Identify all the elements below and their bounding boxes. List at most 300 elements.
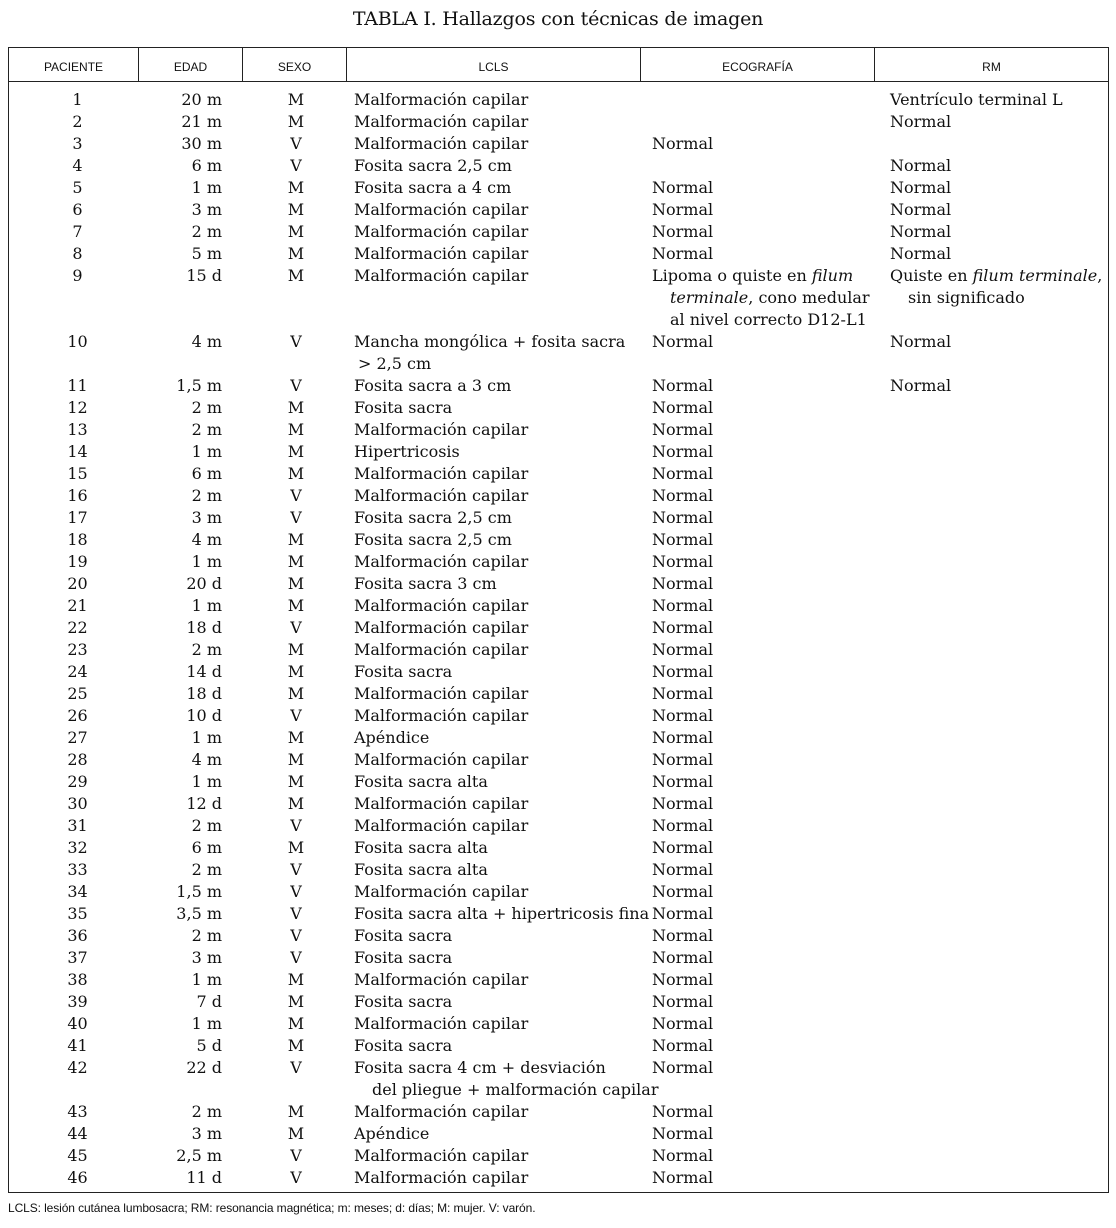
table-row	[9, 947, 1108, 969]
edad-cell: 4 m	[191, 750, 222, 769]
header-sexo: SEXO	[243, 48, 347, 81]
lcls-cell	[354, 507, 644, 529]
lcls-cell	[354, 859, 644, 881]
lcls-cell	[354, 1123, 644, 1145]
lcls-cell-line: Fosita sacra 4 cm + desviación	[354, 1058, 606, 1077]
paciente-cell: 8	[72, 244, 83, 263]
lcls-cell	[354, 991, 644, 1013]
edad-cell: 18 d	[186, 684, 222, 703]
ecografia-cell	[652, 793, 887, 815]
sexo-cell: M	[287, 1102, 305, 1121]
lcls-cell-line: Fosita sacra alta	[354, 860, 488, 879]
ecografia-cell-line: Normal	[652, 970, 714, 989]
rm-cell-line: sin significado	[908, 288, 1025, 307]
lcls-cell	[354, 969, 644, 991]
ecografia-cell	[652, 507, 887, 529]
table-body	[9, 89, 1108, 1189]
lcls-cell-line: Malformación capilar	[354, 1146, 529, 1165]
lcls-cell	[354, 1035, 644, 1057]
sexo-cell: M	[287, 970, 305, 989]
ecografia-cell-line: Normal	[652, 178, 714, 197]
edad-cell: 2 m	[191, 640, 222, 659]
paciente-cell: 23	[67, 640, 88, 659]
rm-cell-line: Normal	[890, 332, 952, 351]
lcls-cell-line: Malformación capilar	[354, 794, 529, 813]
edad-cell: 6 m	[191, 156, 222, 175]
lcls-cell-line: Fosita sacra	[354, 992, 453, 1011]
sexo-cell: V	[290, 618, 302, 637]
lcls-cell-line: Malformación capilar	[354, 1102, 529, 1121]
lcls-cell-line: Fosita sacra alta	[354, 838, 488, 857]
table-row	[9, 661, 1108, 683]
edad-cell: 4 m	[191, 332, 222, 351]
lcls-cell-line: Hipertricosis	[354, 442, 460, 461]
ecografia-cell-line: Normal	[652, 530, 714, 549]
edad-cell: 3 m	[191, 508, 222, 527]
ecografia-cell	[652, 419, 887, 441]
ecografia-cell	[652, 375, 887, 397]
sexo-cell: M	[287, 200, 305, 219]
edad-cell: 1,5 m	[176, 882, 222, 901]
ecografia-cell-line: Normal	[652, 1168, 714, 1187]
ecografia-cell	[652, 991, 887, 1013]
edad-cell: 2 m	[191, 816, 222, 835]
sexo-cell: V	[290, 816, 302, 835]
ecografia-cell-line: Normal	[652, 574, 714, 593]
lcls-cell-line: Mancha mongólica + fosita sacra	[354, 332, 626, 351]
ecografia-cell	[652, 1101, 887, 1123]
lcls-cell-line: Malformación capilar	[354, 1014, 529, 1033]
edad-cell: 3 m	[191, 948, 222, 967]
table-row	[9, 881, 1108, 903]
lcls-cell-line: Fosita sacra	[354, 926, 453, 945]
ecografia-cell-line: Normal	[652, 1036, 714, 1055]
paciente-cell: 45	[67, 1146, 88, 1165]
edad-cell: 5 m	[191, 244, 222, 263]
lcls-cell	[354, 595, 644, 617]
edad-cell: 1 m	[191, 596, 222, 615]
ecografia-cell-line: Normal	[652, 376, 714, 395]
lcls-cell-line: Malformación capilar	[354, 1168, 529, 1187]
sexo-cell: M	[287, 992, 305, 1011]
edad-cell: 2 m	[191, 926, 222, 945]
edad-cell: 1 m	[191, 772, 222, 791]
lcls-cell-line: Fosita sacra a 3 cm	[354, 376, 512, 395]
rm-cell-line: Normal	[890, 178, 952, 197]
ecografia-cell	[652, 903, 887, 925]
paciente-cell: 40	[67, 1014, 88, 1033]
lcls-cell	[354, 331, 644, 375]
lcls-cell	[354, 837, 644, 859]
table-row	[9, 683, 1108, 705]
lcls-cell	[354, 617, 644, 639]
paciente-cell: 35	[67, 904, 88, 923]
lcls-cell-line: Malformación capilar	[354, 552, 529, 571]
edad-cell: 21 m	[181, 112, 222, 131]
ecografia-cell-line: Normal	[652, 772, 714, 791]
sexo-cell: V	[290, 134, 302, 153]
lcls-cell	[354, 243, 644, 265]
lcls-cell	[354, 419, 644, 441]
ecografia-cell	[652, 771, 887, 793]
edad-cell: 15 d	[186, 266, 222, 285]
lcls-cell	[354, 639, 644, 661]
lcls-cell-line: Malformación capilar	[354, 596, 529, 615]
lcls-cell	[354, 463, 644, 485]
paciente-cell: 37	[67, 948, 88, 967]
table-row	[9, 133, 1108, 155]
paciente-cell: 41	[67, 1036, 88, 1055]
sexo-cell: V	[290, 706, 302, 725]
table-row	[9, 859, 1108, 881]
ecografia-cell-line: Normal	[652, 508, 714, 527]
sexo-cell: M	[287, 750, 305, 769]
sexo-cell: V	[290, 508, 302, 527]
lcls-cell-line: Fosita sacra 2,5 cm	[354, 508, 512, 527]
edad-cell: 12 d	[186, 794, 222, 813]
table-row	[9, 1101, 1108, 1123]
rm-cell	[890, 89, 1105, 111]
sexo-cell: M	[287, 596, 305, 615]
rm-cell	[890, 331, 1105, 353]
table-row	[9, 1167, 1108, 1189]
ecografia-cell-line: Normal	[652, 684, 714, 703]
paciente-cell: 13	[67, 420, 88, 439]
table-row	[9, 243, 1108, 265]
table-row	[9, 639, 1108, 661]
table-row	[9, 837, 1108, 859]
table-row	[9, 331, 1108, 375]
paciente-cell: 4	[72, 156, 83, 175]
paciente-cell: 21	[67, 596, 88, 615]
table-row	[9, 89, 1108, 111]
ecografia-cell-line: Normal	[652, 1102, 714, 1121]
paciente-cell: 20	[67, 574, 88, 593]
lcls-cell	[354, 661, 644, 683]
paciente-cell: 6	[72, 200, 83, 219]
ecografia-cell	[652, 331, 887, 353]
ecografia-cell	[652, 1145, 887, 1167]
ecografia-cell	[652, 683, 887, 705]
lcls-cell	[354, 683, 644, 705]
edad-cell: 2 m	[191, 860, 222, 879]
ecografia-cell	[652, 1123, 887, 1145]
ecografia-cell	[652, 837, 887, 859]
edad-cell: 1,5 m	[176, 376, 222, 395]
sexo-cell: M	[287, 1124, 305, 1143]
table-row	[9, 507, 1108, 529]
rm-cell-line: Normal	[890, 244, 952, 263]
rm-cell	[890, 265, 1105, 309]
sexo-cell: M	[287, 464, 305, 483]
ecografia-cell-line: Normal	[652, 1124, 714, 1143]
ecografia-cell-line: Normal	[652, 244, 714, 263]
sexo-cell: M	[287, 1036, 305, 1055]
lcls-cell	[354, 265, 644, 287]
table-row	[9, 705, 1108, 727]
findings-table	[8, 47, 1109, 1193]
ecografia-cell-line: Normal	[652, 838, 714, 857]
ecografia-cell	[652, 1167, 887, 1189]
sexo-cell: V	[290, 948, 302, 967]
lcls-cell	[354, 1013, 644, 1035]
paciente-cell: 42	[67, 1058, 88, 1077]
table-row	[9, 529, 1108, 551]
ecografia-cell	[652, 441, 887, 463]
rm-cell	[890, 199, 1105, 221]
table-row	[9, 1035, 1108, 1057]
ecografia-cell	[652, 595, 887, 617]
lcls-cell	[354, 947, 644, 969]
table-row	[9, 617, 1108, 639]
paciente-cell: 1	[72, 90, 83, 109]
paciente-cell: 39	[67, 992, 88, 1011]
sexo-cell: V	[290, 156, 302, 175]
paciente-cell: 33	[67, 860, 88, 879]
edad-cell: 20 d	[186, 574, 222, 593]
table-row	[9, 441, 1108, 463]
edad-cell: 2 m	[191, 222, 222, 241]
ecografia-cell	[652, 705, 887, 727]
sexo-cell: V	[290, 860, 302, 879]
ecografia-cell-line: Normal	[652, 420, 714, 439]
sexo-cell: M	[287, 244, 305, 263]
ecografia-cell	[652, 815, 887, 837]
paciente-cell: 3	[72, 134, 83, 153]
ecografia-cell-line: Normal	[652, 794, 714, 813]
rm-cell-line: Ventrículo terminal L	[890, 90, 1063, 109]
ecografia-cell	[652, 177, 887, 199]
edad-cell: 22 d	[186, 1058, 222, 1077]
lcls-cell-line: Fosita sacra a 4 cm	[354, 178, 512, 197]
lcls-cell-line: Fosita sacra 2,5 cm	[354, 530, 512, 549]
sexo-cell: V	[290, 1146, 302, 1165]
sexo-cell: V	[290, 486, 302, 505]
paciente-cell: 32	[67, 838, 88, 857]
lcls-cell	[354, 573, 644, 595]
sexo-cell: M	[287, 684, 305, 703]
sexo-cell: M	[287, 178, 305, 197]
ecografia-cell-line: Normal	[652, 860, 714, 879]
lcls-cell-line: Malformación capilar	[354, 618, 529, 637]
paciente-cell: 36	[67, 926, 88, 945]
sexo-cell: V	[290, 1168, 302, 1187]
ecografia-cell-line: Normal	[652, 750, 714, 769]
lcls-cell-line: Malformación capilar	[354, 420, 529, 439]
lcls-cell	[354, 1167, 644, 1189]
edad-cell: 1 m	[191, 728, 222, 747]
ecografia-cell-line: Normal	[652, 486, 714, 505]
paciente-cell: 30	[67, 794, 88, 813]
paciente-cell: 26	[67, 706, 88, 725]
header-lcls: LCLS	[347, 48, 641, 81]
table-row	[9, 925, 1108, 947]
lcls-cell-line: Apéndice	[354, 728, 430, 747]
table-row	[9, 727, 1108, 749]
edad-cell: 1 m	[191, 552, 222, 571]
lcls-cell	[354, 529, 644, 551]
edad-cell: 2 m	[191, 1102, 222, 1121]
ecografia-cell-line: Normal	[652, 948, 714, 967]
edad-cell: 2 m	[191, 486, 222, 505]
ecografia-cell	[652, 1013, 887, 1035]
lcls-cell	[354, 155, 644, 177]
lcls-cell-line: Malformación capilar	[354, 486, 529, 505]
rm-cell-line: Normal	[890, 222, 952, 241]
lcls-cell-line: Malformación capilar	[354, 706, 529, 725]
lcls-cell	[354, 793, 644, 815]
paciente-cell: 5	[72, 178, 83, 197]
table-row	[9, 903, 1108, 925]
ecografia-cell-line: Normal	[652, 332, 714, 351]
edad-cell: 30 m	[181, 134, 222, 153]
ecografia-cell-line: Normal	[652, 442, 714, 461]
rm-cell-line: Quiste en filum terminale,	[890, 266, 1103, 285]
lcls-cell-line: Malformación capilar	[354, 464, 529, 483]
lcls-cell-line: > 2,5 cm	[358, 354, 432, 373]
lcls-cell	[354, 727, 644, 749]
paciente-cell: 16	[67, 486, 88, 505]
ecografia-cell	[652, 265, 887, 331]
edad-cell: 6 m	[191, 464, 222, 483]
table-row	[9, 573, 1108, 595]
table-row	[9, 1057, 1108, 1101]
table-row	[9, 749, 1108, 771]
ecografia-cell	[652, 925, 887, 947]
header-paciente: PACIENTE	[9, 48, 139, 81]
paciente-cell: 27	[67, 728, 88, 747]
lcls-cell-line: Fosita sacra	[354, 398, 453, 417]
paciente-cell: 38	[67, 970, 88, 989]
ecografia-cell	[652, 661, 887, 683]
lcls-cell	[354, 1145, 644, 1167]
edad-cell: 3 m	[191, 200, 222, 219]
edad-cell: 3,5 m	[176, 904, 222, 923]
rm-cell	[890, 243, 1105, 265]
edad-cell: 2 m	[191, 398, 222, 417]
edad-cell: 6 m	[191, 838, 222, 857]
paciente-cell: 25	[67, 684, 88, 703]
table-row	[9, 375, 1108, 397]
lcls-cell-line: Fosita sacra 2,5 cm	[354, 156, 512, 175]
ecografia-cell-line: Normal	[652, 728, 714, 747]
paciente-cell: 10	[67, 332, 88, 351]
ecografia-cell	[652, 551, 887, 573]
paciente-cell: 46	[67, 1168, 88, 1187]
lcls-cell-line: Malformación capilar	[354, 750, 529, 769]
lcls-cell-line: Apéndice	[354, 1124, 430, 1143]
edad-cell: 4 m	[191, 530, 222, 549]
lcls-cell-line: Malformación capilar	[354, 90, 529, 109]
sexo-cell: V	[290, 926, 302, 945]
edad-cell: 1 m	[191, 178, 222, 197]
ecografia-cell	[652, 529, 887, 551]
sexo-cell: M	[287, 574, 305, 593]
ecografia-cell-line: Normal	[652, 464, 714, 483]
ecografia-cell-line: Normal	[652, 992, 714, 1011]
ecografia-cell-line: Normal	[652, 398, 714, 417]
ecografia-cell-line: Normal	[652, 904, 714, 923]
table-row	[9, 551, 1108, 573]
paciente-cell: 12	[67, 398, 88, 417]
paciente-cell: 24	[67, 662, 88, 681]
ecografia-cell	[652, 199, 887, 221]
lcls-cell	[354, 903, 650, 925]
paciente-cell: 7	[72, 222, 83, 241]
ecografia-cell-line: Normal	[652, 662, 714, 681]
paciente-cell: 28	[67, 750, 88, 769]
edad-cell: 14 d	[186, 662, 222, 681]
ecografia-cell-line: Normal	[652, 596, 714, 615]
paciente-cell: 43	[67, 1102, 88, 1121]
ecografia-cell	[652, 1035, 887, 1057]
sexo-cell: M	[287, 266, 305, 285]
ecografia-cell	[652, 947, 887, 969]
sexo-cell: M	[287, 552, 305, 571]
sexo-cell: V	[290, 882, 302, 901]
edad-cell: 11 d	[186, 1168, 222, 1187]
edad-cell: 5 d	[196, 1036, 222, 1055]
rm-cell	[890, 155, 1105, 177]
ecografia-cell-line: Normal	[652, 640, 714, 659]
sexo-cell: M	[287, 640, 305, 659]
ecografia-cell-line: Normal	[652, 200, 714, 219]
paciente-cell: 11	[67, 376, 88, 395]
lcls-cell	[354, 815, 644, 837]
lcls-cell	[354, 551, 644, 573]
ecografia-cell-line: Normal	[652, 926, 714, 945]
table-row	[9, 815, 1108, 837]
lcls-cell-line: Malformación capilar	[354, 970, 529, 989]
ecografia-cell	[652, 727, 887, 749]
lcls-cell	[354, 397, 644, 419]
lcls-cell	[354, 133, 644, 155]
rm-cell	[890, 111, 1105, 133]
lcls-cell	[354, 881, 644, 903]
table-row	[9, 485, 1108, 507]
ecografia-cell-line: al nivel correcto D12-L1	[670, 310, 867, 329]
edad-cell: 7 d	[196, 992, 222, 1011]
lcls-cell	[354, 221, 644, 243]
lcls-cell-line: Malformación capilar	[354, 266, 529, 285]
edad-cell: 20 m	[181, 90, 222, 109]
ecografia-cell	[652, 639, 887, 661]
ecografia-cell	[652, 133, 887, 155]
paciente-cell: 15	[67, 464, 88, 483]
lcls-cell	[354, 771, 644, 793]
sexo-cell: M	[287, 398, 305, 417]
sexo-cell: M	[287, 1014, 305, 1033]
paciente-cell: 44	[67, 1124, 88, 1143]
rm-cell	[890, 177, 1105, 199]
lcls-cell	[354, 177, 644, 199]
edad-cell: 2,5 m	[176, 1146, 222, 1165]
lcls-cell	[354, 199, 644, 221]
paciente-cell: 22	[67, 618, 88, 637]
rm-cell-line: Normal	[890, 112, 952, 131]
paciente-cell: 2	[72, 112, 83, 131]
lcls-cell-line: Fosita sacra	[354, 662, 453, 681]
table-row	[9, 595, 1108, 617]
edad-cell: 10 d	[186, 706, 222, 725]
sexo-cell: M	[287, 728, 305, 747]
lcls-cell	[354, 1057, 659, 1101]
lcls-cell	[354, 111, 644, 133]
table-header	[9, 48, 1108, 82]
ecografia-cell-line: Normal	[652, 882, 714, 901]
paciente-cell: 9	[72, 266, 83, 285]
ecografia-cell-line: Normal	[652, 222, 714, 241]
